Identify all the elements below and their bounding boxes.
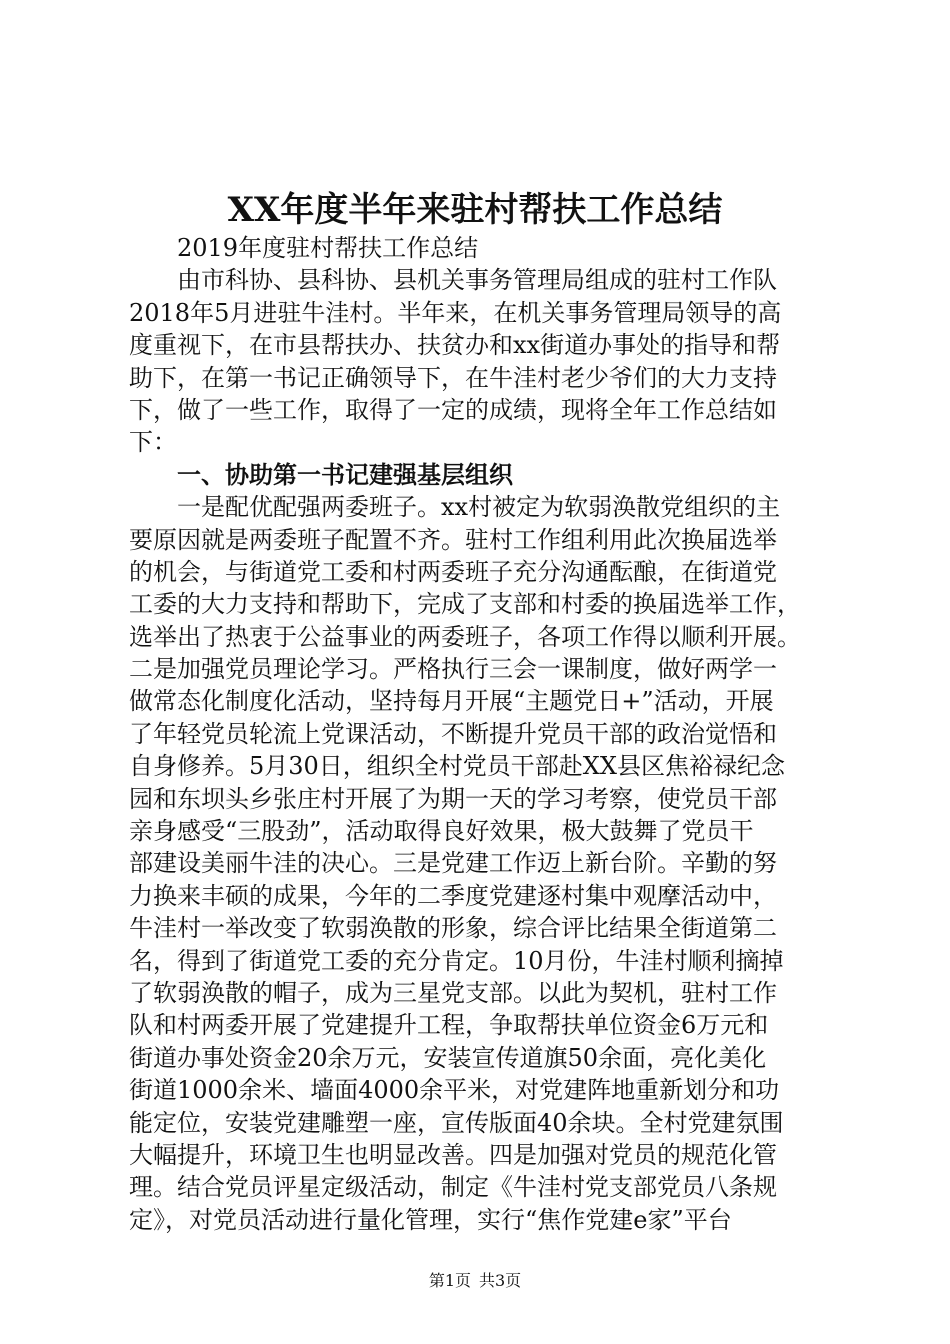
paragraph-line: 二是加强党员理论学习。严格执行三会一课制度，做好两学一 bbox=[129, 655, 777, 684]
paragraph-line: 牛洼村一举改变了软弱涣散的形象，综合评比结果全街道第二 bbox=[129, 914, 777, 943]
paragraph-line: 了年轻党员轮流上党课活动，不断提升党员干部的政治觉悟和 bbox=[129, 719, 777, 748]
paragraph-line: 的机会，与街道党工委和村两委班子充分沟通酝酿，在街道党 bbox=[129, 557, 777, 586]
subtitle-line: 2019年度驻村帮扶工作总结 bbox=[177, 234, 479, 262]
paragraph-line: 工委的大力支持和帮助下，完成了支部和村委的换届选举工作， bbox=[129, 590, 801, 619]
paragraph-line: 一是配优配强两委班子。xx村被定为软弱涣散党组织的主 bbox=[177, 493, 781, 522]
paragraph-line: 名，得到了街道党工委的充分肯定。10月份，牛洼村顺利摘掉 bbox=[129, 946, 784, 975]
paragraph-line: 做常态化制度化活动，坚持每月开展“主题党日+”活动，开展 bbox=[129, 687, 774, 716]
paragraph-line: 街道办事处资金20余万元，安装宣传道旗50余面，亮化美化 bbox=[129, 1043, 767, 1072]
paragraph-line: 下，做了一些工作，取得了一定的成绩，现将全年工作总结如 bbox=[129, 395, 777, 424]
paragraph-line: 了软弱涣散的帽子，成为三星党支部。以此为契机，驻村工作 bbox=[129, 978, 777, 1007]
paragraph-line: 定》，对党员活动进行量化管理，实行“焦作党建e家”平台 bbox=[129, 1205, 732, 1234]
paragraph-line: 2018年5月进驻牛洼村。半年来，在机关事务管理局领导的高 bbox=[129, 298, 782, 327]
paragraph-line: 街道1000余米、墙面4000余平米，对党建阵地重新划分和功 bbox=[129, 1076, 780, 1105]
paragraph-line: 能定位，安装党建雕塑一座，宣传版面40余块。全村党建氛围 bbox=[129, 1108, 784, 1137]
paragraph-line: 助下，在第一书记正确领导下，在牛洼村老少爷们的大力支持 bbox=[129, 363, 777, 392]
paragraph-line: 亲身感受“三股劲”，活动取得良好效果，极大鼓舞了党员干 bbox=[129, 817, 754, 846]
page-total: 共3页 bbox=[479, 1271, 522, 1290]
section-heading: 一、协助第一书记建强基层组织 bbox=[177, 459, 513, 489]
paragraph-line: 要原因就是两委班子配置不齐。驻村工作组利用此次换届选举 bbox=[129, 525, 777, 554]
paragraph-line: 理。结合党员评星定级活动，制定《牛洼村党支部党员八条规 bbox=[129, 1173, 777, 1202]
paragraph-line: 大幅提升，环境卫生也明显改善。四是加强对党员的规范化管 bbox=[129, 1140, 777, 1169]
paragraph-line: 队和村两委开展了党建提升工程，争取帮扶单位资金6万元和 bbox=[129, 1011, 769, 1040]
paragraph-line: 自身修养。5月30日，组织全村党员干部赴XX县区焦裕禄纪念 bbox=[129, 752, 785, 781]
paragraph-line: 度重视下，在市县帮扶办、扶贫办和xx街道办事处的指导和帮 bbox=[129, 331, 781, 360]
page-footer bbox=[0, 1270, 950, 1292]
paragraph-line: 园和东坝头乡张庄村开展了为期一天的学习考察，使党员干部 bbox=[129, 784, 777, 813]
paragraph-line: 选举出了热衷于公益事业的两委班子，各项工作得以顺利开展。 bbox=[129, 622, 801, 651]
document-title: XX年度半年来驻村帮扶工作总结 bbox=[227, 190, 723, 230]
document-body bbox=[129, 232, 829, 1236]
paragraph-line: 部建设美丽牛洼的决心。三是党建工作迈上新台阶。辛勤的努 bbox=[129, 849, 777, 878]
paragraph-line: 力换来丰硕的成果，今年的二季度党建逐村集中观摩活动中， bbox=[129, 881, 777, 910]
paragraph-line: 由市科协、县科协、县机关事务管理局组成的驻村工作队 bbox=[177, 266, 777, 295]
paragraph-line: 下： bbox=[129, 428, 177, 457]
page-number: 第1页 bbox=[428, 1271, 471, 1290]
